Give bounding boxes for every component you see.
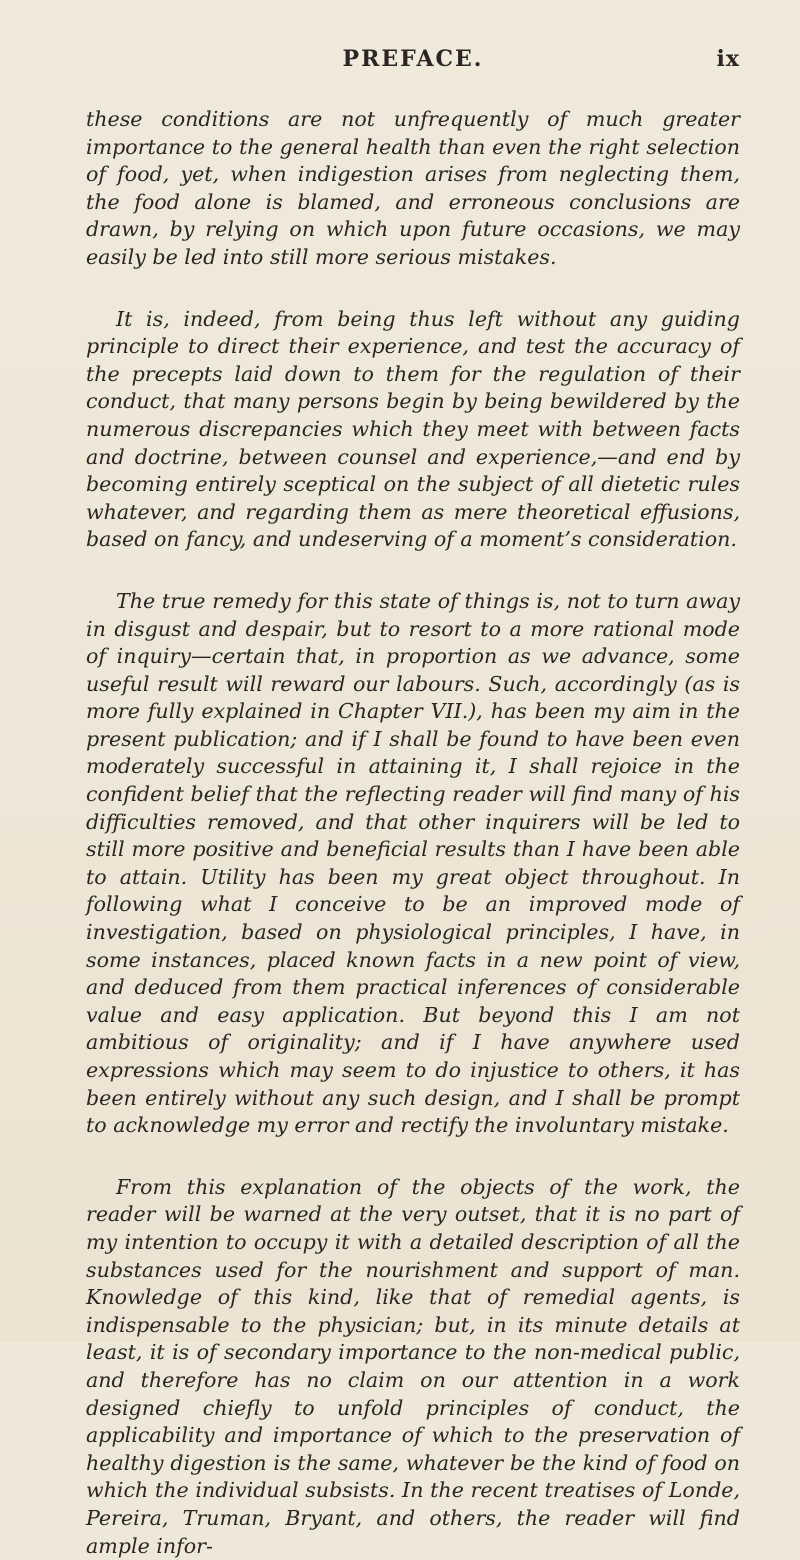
running-header bbox=[86, 46, 740, 80]
page-number: ix bbox=[716, 46, 740, 72]
paragraph-1: these conditions are not unfrequently of much greater importance to the general health than even the right selection of food, yet, when indigestion arises from neglecting them, the food alone is blamed, and erroneous conclusions are drawn, by relying on which upon future occasions, we may easily be led into still more serious mistakes. bbox=[86, 107, 740, 269]
paragraph-3: The true remedy for this state of things is, not to turn away in disgust and despair, but to resort to a more rational mode of inquiry—certain that, in proportion as we advance, some useful result will reward our labours. Such, accordingly (as is more fully explained in Chapter VII.), has been my aim in the present publication; and if I shall be found to have been even moderately successful in attaining it, I shall rejoice in the confident belief that the reflecting reader will find many of his difficulties removed, and that other inquirers will be led to still more positive and beneficial results than I have been able to attain. Utility has been my great object throughout. In following what I conceive to be an improved mode of investigation, based on physiological principles, I have, in some instances, placed known facts in a new point of view, and deduced from them practical inferences of considerable value and easy application. But beyond this I am not ambitious of originality; and if I have anywhere used expressions which may seem to do injustice to others, it has been entirely without any such design, and I shall be prompt to acknowledge my error and rectify the involuntary mistake. bbox=[86, 588, 740, 1138]
paragraph-4: From this explanation of the objects of the work, the reader will be warned at the very outset, that it is no part of my intention to occupy it with a detailed description of all the substances used for the nourishment and support of man. Knowledge of this kind, like that of remedial agents, is indispensable to the physician; but, in its minute details at least, it is of secondary importance to the non-medical public, and therefore has no claim on our attention in a work designed chiefly to unfold principles of conduct, the applicability and importance of which to the preservation of healthy digestion is the same, whatever be the kind of food on which the individual subsists. In the recent treatises of Londe, Pereira, Truman, Bryant, and others, the reader will find ample infor- bbox=[86, 1174, 740, 1558]
running-title: PREFACE. bbox=[342, 46, 484, 72]
paragraph-2: It is, indeed, from being thus left without any guiding principle to direct their experience, and test the accuracy of the precepts laid down to them for the regulation of their conduct, that many persons begin by being bewildered by the numerous discrepancies which they meet with between facts and doctrine, between counsel and experience,—and end by becoming entirely sceptical on the subject of all dietetic rules whatever, and regarding them as mere theoretical effusions, based on fancy, and undeserving of a moment’s consideration. bbox=[86, 306, 740, 552]
